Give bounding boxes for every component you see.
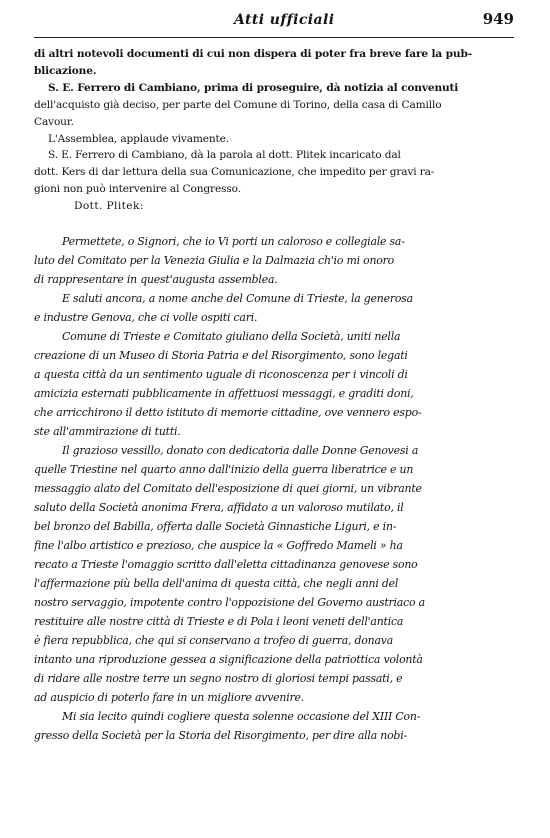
speech-line: Mi sia lecito quindi cogliere questa solenne occasione del XIII Con- xyxy=(62,710,421,723)
speech-line: a questa città da un sentimento uguale di riconoscenza per i vincoli di xyxy=(34,368,408,381)
minutes-line: Cavour. xyxy=(34,115,74,128)
speech-line: luto del Comitato per la Venezia Giulia e la Dalmazia ch'io mi onoro xyxy=(34,254,395,267)
speech-line: l'affermazione più bella dell'anima di questa città, che negli anni del xyxy=(34,577,399,590)
header-rule xyxy=(34,37,514,38)
speech-text xyxy=(34,232,516,745)
speech-line: e industre Genova, che ci volle ospiti cari. xyxy=(34,311,258,324)
speech-line: saluto della Società anonima Frera, affidato a un valoroso mutilato, il xyxy=(34,501,404,514)
speech-line: recato a Trieste l'omaggio scritto dall'eletta cittadinanza genovese sono xyxy=(34,558,418,571)
minutes-line: S. E. Ferrero di Cambiano, prima di proseguire, dà notizia al convenuti xyxy=(48,81,459,94)
speech-line: Comune di Trieste e Comitato giuliano della Società, uniti nella xyxy=(62,330,401,343)
minutes-line: dott. Kers di dar lettura della sua Comunicazione, che impedito per gravi ra- xyxy=(34,166,435,179)
speech-line: di ridare alle nostre terre un segno nostro di gloriosi tempi passati, e xyxy=(34,672,403,685)
minutes-line: di altri notevoli documenti di cui non dispera di poter fra breve fare la pub- xyxy=(34,48,472,60)
minutes-line: gioni non può intervenire al Congresso. xyxy=(34,183,241,196)
speech-line: Permettete, o Signori, che io Vi porti un caloroso e collegiale sa- xyxy=(62,235,405,248)
minutes-line: dell'acquisto già deciso, per parte del Comune di Torino, della casa di Camillo xyxy=(34,98,442,111)
speech-line: ad auspicio di poterlo fare in un migliore avvenire. xyxy=(34,691,305,704)
speech-line: fine l'albo artistico e prezioso, che auspice la « Goffredo Mameli » ha xyxy=(34,539,403,552)
speech-line: ste all'ammirazione di tutti. xyxy=(34,425,181,438)
speech-line: bel bronzo del Babilla, offerta dalle Società Ginnastiche Liguri, e in- xyxy=(34,520,397,533)
minutes-line: blicazione. xyxy=(34,64,97,77)
speech-line: E saluti ancora, a nome anche del Comune di Trieste, la generosa xyxy=(62,292,413,305)
minutes-line: Dott. Plitek: xyxy=(74,200,144,213)
speech-line: nostro servaggio, impotente contro l'oppozisione del Governo austriaco a xyxy=(34,596,425,609)
page-header xyxy=(34,6,514,34)
speech-line: restituire alle nostre città di Trieste e di Pola i leoni veneti dell'antica xyxy=(34,615,404,628)
meeting-minutes xyxy=(34,46,516,215)
minutes-line: S. E. Ferrero di Cambiano, dà la parola al dott. Plitek incaricato dal xyxy=(48,149,401,162)
page-number: 949 xyxy=(482,10,514,28)
minutes-line: L'Assemblea, applaude vivamente. xyxy=(48,132,230,145)
speech-line: messaggio alato del Comitato dell'esposizione di quei giorni, un vibrante xyxy=(34,482,422,495)
speech-line: intanto una riproduzione gessea a significazione della patriottica volontà xyxy=(34,653,423,666)
speech-line: che arricchirono il detto istituto di memorie cittadine, ove vennero espo- xyxy=(34,406,422,419)
speech-line: quelle Triestine nel quarto anno dall'inizio della guerra liberatrice e un xyxy=(34,463,414,476)
speech-line: Il grazioso vessillo, donato con dedicatoria dalle Donne Genovesi a xyxy=(62,444,419,457)
speech-line: amicizia esternati pubblicamente in affettuosi messaggi, e graditi doni, xyxy=(34,387,414,400)
speech-line: creazione di un Museo di Storia Patria e del Risorgimento, sono legati xyxy=(34,349,408,362)
speech-line: di rappresentare in quest'augusta assemblea. xyxy=(34,273,278,286)
speech-line: è fiera repubblica, che qui si conservano a trofeo di guerra, donava xyxy=(34,634,394,647)
running-head: Atti ufficiali xyxy=(234,12,335,28)
speech-line: gresso della Società per la Storia del Risorgimento, per dire alla nobi- xyxy=(34,729,407,742)
